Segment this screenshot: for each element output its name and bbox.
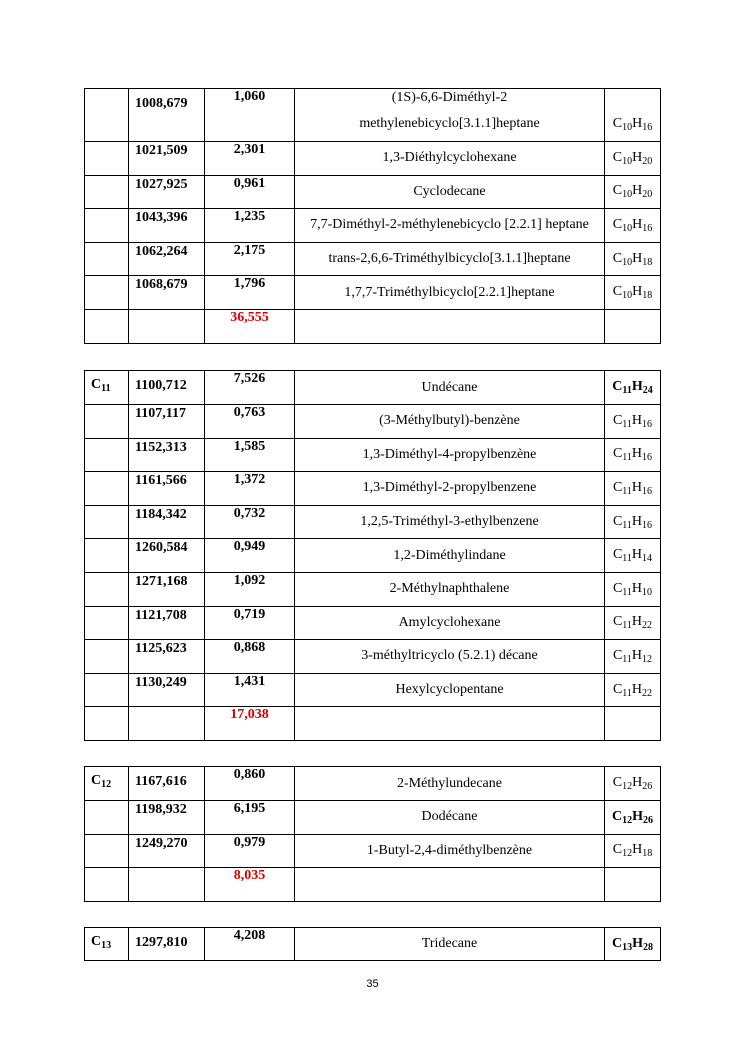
retention-index-cell: 1297,810 (129, 928, 205, 961)
molecular-formula: $C_{11}H_{24}$ (612, 379, 653, 396)
carbon-group-cell (85, 142, 129, 176)
molecular-formula: $C_{10}H_{20}$ (612, 183, 653, 201)
table-row (85, 801, 661, 835)
table-row (85, 606, 661, 640)
group-total: 36,555 (205, 309, 295, 343)
table-row (85, 371, 661, 405)
formula-cell (605, 242, 661, 276)
formula-cell (605, 472, 661, 506)
compound-group-table (84, 766, 661, 902)
carbon-group-cell (85, 175, 129, 209)
area-percent-cell: 7,526 (205, 371, 295, 405)
retention-index-cell: 1152,313 (129, 438, 205, 472)
compound-name-cell: 2-Méthylundecane (295, 767, 605, 801)
carbon-group-cell (85, 371, 129, 405)
area-percent-cell: 0,868 (205, 640, 295, 674)
page-number: 35 (366, 978, 379, 990)
table-row (85, 834, 661, 868)
compound-group-table (84, 370, 661, 741)
carbon-group-cell (85, 572, 129, 606)
carbon-group-cell (85, 405, 129, 439)
compound-name-cell: trans-2,6,6-Triméthylbicyclo[3.1.1]heptane (295, 242, 605, 276)
retention-index-cell: 1271,168 (129, 572, 205, 606)
formula-cell (605, 276, 661, 310)
compound-name-cell: Undécane (295, 371, 605, 405)
formula-cell (605, 209, 661, 243)
retention-index-cell: 1167,616 (129, 767, 205, 801)
area-percent-cell: 1,796 (205, 276, 295, 310)
compound-name-cell: 1,7,7-Triméthylbicyclo[2.2.1]heptane (295, 276, 605, 310)
area-percent-cell: 4,208 (205, 928, 295, 961)
molecular-formula: $C_{10}H_{20}$ (612, 149, 653, 167)
formula-cell (605, 405, 661, 439)
table-row (85, 640, 661, 674)
molecular-formula: $C_{11}H_{14}$ (612, 547, 653, 565)
retention-index-cell (129, 707, 205, 741)
compound-name-cell: Hexylcyclopentane (295, 673, 605, 707)
formula-cell (605, 673, 661, 707)
formula-cell (605, 142, 661, 176)
group-total: 17,038 (205, 707, 295, 741)
carbon-group-cell (85, 640, 129, 674)
area-percent-cell: 0,961 (205, 175, 295, 209)
compound-name-cell: 3-méthyltricyclo (5.2.1) décane (295, 640, 605, 674)
formula-cell (605, 767, 661, 801)
retention-index-cell: 1260,584 (129, 539, 205, 573)
formula-cell (605, 707, 661, 741)
retention-index-cell: 1107,117 (129, 405, 205, 439)
retention-index-cell (129, 868, 205, 902)
area-percent-cell: 1,092 (205, 572, 295, 606)
carbon-group-cell (85, 89, 129, 142)
molecular-formula: $C_{10}H_{18}$ (612, 284, 653, 302)
molecular-formula: $C_{11}H_{22}$ (612, 681, 653, 699)
compound-name-cell: Dodécane (295, 801, 605, 835)
retention-index-cell: 1043,396 (129, 209, 205, 243)
compound-name-cell: 2-Méthylnaphthalene (295, 572, 605, 606)
carbon-group-cell (85, 472, 129, 506)
carbon-group-cell (85, 673, 129, 707)
carbon-group-cell (85, 834, 129, 868)
table-row (85, 767, 661, 801)
compound-name-cell: 1,3-Diméthyl-4-propylbenzène (295, 438, 605, 472)
table-row (85, 142, 661, 176)
formula-cell (605, 928, 661, 961)
carbon-group-cell (85, 242, 129, 276)
table-row (85, 242, 661, 276)
group-total: 8,035 (205, 868, 295, 902)
area-percent-cell: 0,763 (205, 405, 295, 439)
area-percent-cell: 0,949 (205, 539, 295, 573)
retention-index-cell: 1068,679 (129, 276, 205, 310)
carbon-group-cell (85, 707, 129, 741)
area-percent-cell: 6,195 (205, 801, 295, 835)
formula-cell (605, 801, 661, 835)
compound-name-cell (295, 707, 605, 741)
table-row (85, 405, 661, 439)
area-percent-cell: 1,431 (205, 673, 295, 707)
molecular-formula: $C_{11}H_{22}$ (612, 614, 653, 632)
molecular-formula: $C_{13}$ (91, 934, 112, 951)
table-row (85, 707, 661, 741)
area-percent-cell: 1,235 (205, 209, 295, 243)
carbon-group-cell (85, 767, 129, 801)
retention-index-cell: 1125,623 (129, 640, 205, 674)
molecular-formula: $C_{12}$ (91, 773, 112, 790)
table-row (85, 539, 661, 573)
formula-cell (605, 606, 661, 640)
formula-cell (605, 89, 661, 142)
table-row (85, 673, 661, 707)
retention-index-cell: 1249,270 (129, 834, 205, 868)
area-percent-cell: 2,301 (205, 142, 295, 176)
carbon-group-cell (85, 276, 129, 310)
molecular-formula: $C_{12}H_{26}$ (612, 775, 653, 792)
area-percent-cell: 1,060 (205, 89, 295, 142)
carbon-group-cell (85, 505, 129, 539)
table-row (85, 175, 661, 209)
carbon-group-cell (85, 928, 129, 961)
compound-name-cell: 1,3-Diméthyl-2-propylbenzene (295, 472, 605, 506)
molecular-formula: $C_{10}H_{18}$ (612, 250, 653, 268)
formula-cell (605, 175, 661, 209)
carbon-group-cell (85, 209, 129, 243)
carbon-group-cell (85, 309, 129, 343)
compound-name-cell: 1-Butyl-2,4-diméthylbenzène (295, 834, 605, 868)
retention-index-cell: 1121,708 (129, 606, 205, 640)
molecular-formula: $C_{11}H_{16}$ (612, 479, 653, 497)
molecular-formula: $C_{11}H_{10}$ (612, 580, 653, 598)
molecular-formula: $C_{11}H_{12}$ (612, 647, 653, 665)
table-row (85, 928, 661, 961)
formula-cell (605, 640, 661, 674)
compound-name-cell (295, 868, 605, 902)
molecular-formula: $C_{11}H_{16}$ (612, 513, 653, 531)
molecular-formula: $C_{12}H_{26}$ (611, 808, 653, 826)
area-percent-cell: 0,860 (205, 767, 295, 801)
carbon-group-cell (85, 868, 129, 902)
formula-cell (605, 438, 661, 472)
retention-index-cell: 1100,712 (129, 371, 205, 405)
table-row (85, 472, 661, 506)
table-row (85, 438, 661, 472)
compound-name-cell: 1,2-Diméthylindane (295, 539, 605, 573)
area-percent-cell: 0,719 (205, 606, 295, 640)
carbon-group-cell (85, 801, 129, 835)
compound-name-cell: 7,7-Diméthyl-2-méthylenebicyclo [2.2.1] heptane (295, 209, 605, 243)
table-row (85, 572, 661, 606)
retention-index-cell: 1161,566 (129, 472, 205, 506)
area-percent-cell: 0,732 (205, 505, 295, 539)
compound-name-cell: Amylcyclohexane (295, 606, 605, 640)
retention-index-cell: 1027,925 (129, 175, 205, 209)
compound-name-cell: (3-Méthylbutyl)-benzène (295, 405, 605, 439)
table-row (85, 505, 661, 539)
molecular-formula: $C_{11}H_{16}$ (612, 446, 653, 464)
table-row (85, 209, 661, 243)
formula-cell (605, 868, 661, 902)
table-row (85, 276, 661, 310)
retention-index-cell: 1130,249 (129, 673, 205, 707)
molecular-formula: $C_{10}H_{16}$ (612, 216, 653, 234)
compound-name-cell: 1,2,5-Triméthyl-3-ethylbenzene (295, 505, 605, 539)
carbon-group-cell (85, 606, 129, 640)
formula-cell (605, 572, 661, 606)
carbon-group-cell (85, 438, 129, 472)
compound-group-table (84, 927, 661, 961)
formula-cell (605, 834, 661, 868)
area-percent-cell: 2,175 (205, 242, 295, 276)
carbon-group-cell (85, 539, 129, 573)
retention-index-cell: 1008,679 (129, 89, 205, 142)
compound-name-cell: 1,3-Diéthylcyclohexane (295, 142, 605, 176)
area-percent-cell: 0,979 (205, 834, 295, 868)
table-row (85, 868, 661, 902)
table-row (85, 89, 661, 142)
area-percent-cell: 1,372 (205, 472, 295, 506)
compound-name-cell: Tridecane (295, 928, 605, 961)
retention-index-cell: 1184,342 (129, 505, 205, 539)
table-row (85, 309, 661, 343)
formula-cell (605, 309, 661, 343)
compound-name-cell: (1S)-6,6-Diméthyl-2 methylenebicyclo[3.1.1]heptane (295, 89, 605, 142)
formula-cell (605, 371, 661, 405)
molecular-formula: $C_{12}H_{18}$ (612, 842, 653, 860)
compound-name-cell: Cyclodecane (295, 175, 605, 209)
area-percent-cell: 1,585 (205, 438, 295, 472)
retention-index-cell (129, 309, 205, 343)
retention-index-cell: 1021,509 (129, 142, 205, 176)
molecular-formula: $C_{11}$ (91, 377, 111, 394)
retention-index-cell: 1062,264 (129, 242, 205, 276)
compound-name-cell (295, 309, 605, 343)
molecular-formula: $C_{13}H_{28}$ (611, 935, 653, 953)
retention-index-cell: 1198,932 (129, 801, 205, 835)
molecular-formula: $C_{10}H_{16}$ (612, 116, 653, 133)
molecular-formula: $C_{11}H_{16}$ (612, 412, 653, 430)
formula-cell (605, 505, 661, 539)
compound-group-table (84, 88, 661, 344)
formula-cell (605, 539, 661, 573)
